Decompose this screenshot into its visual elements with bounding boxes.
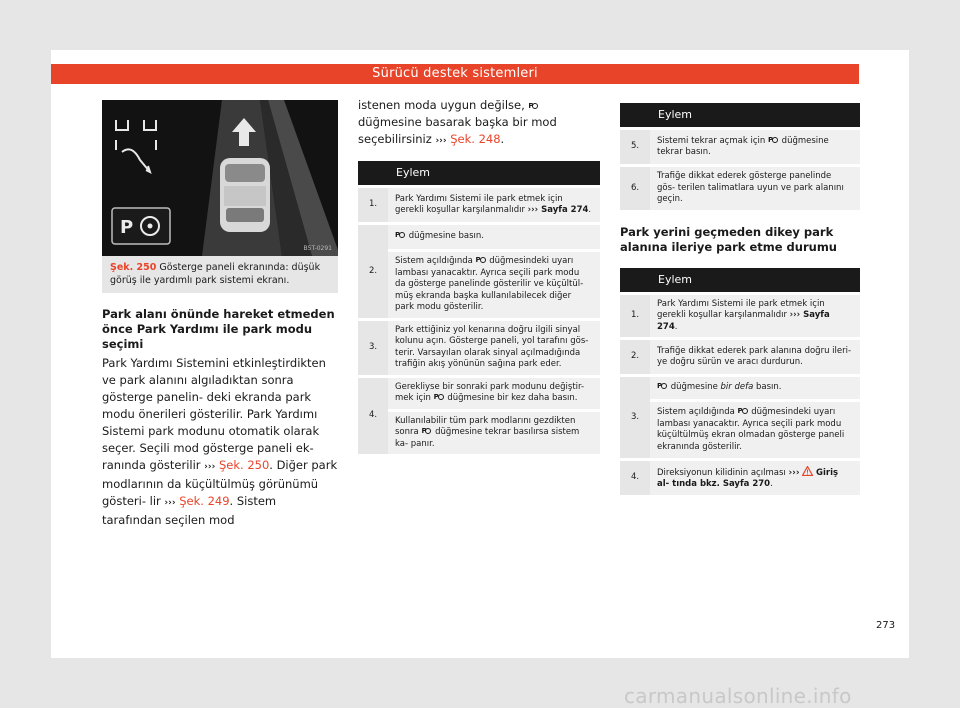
link-fig-250[interactable]: Şek. 250: [218, 458, 270, 472]
row-text: [388, 378, 600, 409]
section-heading-left: Park alanı önünde hareket etmeden önce Park Yardımı ile park modu seçimi: [102, 307, 335, 351]
row-text: [388, 188, 600, 222]
row-text-body: düğmesine: [670, 382, 718, 393]
arrows-icon: ›››: [204, 462, 216, 472]
row-number: 5.: [620, 130, 650, 164]
row-text-body: Sistem açıldığında: [657, 407, 735, 417]
row-text-body: düğmesine bir kez daha basın.: [447, 393, 578, 403]
table-row: [620, 130, 860, 164]
middle-intro-end: .: [500, 132, 505, 146]
action-table-right-1: [620, 100, 860, 213]
table-header-row: [358, 161, 600, 185]
page-number: 273: [876, 620, 896, 631]
table-row: [620, 402, 860, 458]
row-number: 3.: [358, 321, 388, 375]
park-assist-display-illustration: [102, 100, 338, 256]
table-header-num: [358, 161, 388, 185]
section-header: Sürücü destek sistemleri: [51, 64, 859, 84]
figure-code: B5T-0291: [303, 245, 332, 252]
left-column: [102, 100, 338, 529]
table-row: [358, 321, 600, 375]
middle-intro-b: düğmesine basarak başka bir mod seçebilirsiniz: [358, 115, 557, 146]
left-text-3: . Sistem tarafından seçilen mod: [102, 494, 277, 527]
figure-caption-text: Gösterge paneli ekranında: düşük görüş ile yardımlı park sistemi ekranı.: [110, 262, 321, 286]
row-text-italic: bir defa: [720, 382, 754, 393]
left-text-2: . Diğer park modlarının da küçültülmüş görünümü gösteri- lir: [102, 458, 338, 508]
row-text: Park ettiğiniz yol kenarına doğru ilgili sinyal kolunu açın. Gösterge paneli, yol tarafını gös- terir. Varsayılan olarak sinyal açılmadığında trafiğin akış yönünün sağına park eder.: [388, 321, 600, 375]
park-assist-button-icon: P: [528, 103, 538, 110]
row-text-body: Gerekliyse bir sonraki park modunu değiştir- mek için: [395, 381, 585, 403]
row-text-end: .: [770, 479, 773, 489]
row-number: 1.: [620, 295, 650, 338]
table-header-row: [620, 103, 860, 127]
row-number: 4.: [620, 461, 650, 495]
middle-intro-a: istenen moda uygun değilse,: [358, 98, 525, 112]
svg-text:P: P: [120, 217, 134, 238]
arrows-icon: ›››: [164, 498, 176, 508]
park-assist-button-icon: P: [657, 383, 667, 390]
row-number: 3.: [620, 377, 650, 458]
table-row: [358, 225, 600, 249]
park-assist-button-icon: P: [768, 137, 778, 144]
arrows-icon: ›››: [788, 467, 800, 478]
row-text-body: Park Yardımı Sistemi ile park etmek için gerekli koşullar karşılanmalıdır: [657, 298, 825, 320]
left-paragraph: [102, 355, 338, 529]
action-table-right-2: [620, 265, 860, 499]
row-text: [650, 295, 860, 338]
table-header-row: [620, 268, 860, 292]
table-header-label: Eylem: [388, 161, 600, 185]
park-assist-button-icon: P: [476, 257, 486, 264]
left-text-1: Park Yardımı Sistemini etkinleştirdikten ve park alanını algıladıktan sonra gösterge panelin- deki ekranda park modu önerileri gösterilir. Park Yardımı Sistemi park modunu otomatik olarak seçer. Seçili mod gösterge paneli ek- ranında gösterilir: [102, 356, 326, 472]
table-row: [358, 252, 600, 318]
row-text-body: düğmesindeki uyarı lambası yanacaktır. Ayrıca seçili park modu da gösterge panelinde gösterilir ve küçültül- müş ekranda başka kullanılabilecek diğer park modu gösterilir.: [395, 256, 584, 312]
figure-ref: Şek. 250: [110, 262, 157, 273]
row-text-end: .: [674, 321, 678, 332]
row-number: 4.: [358, 378, 388, 455]
park-assist-button-icon: P: [738, 408, 748, 415]
row-text-body: düğmesine basın.: [408, 231, 484, 242]
row-text: Trafiğe dikkat ederek gösterge panelinde gös- terilen talimatlara uyun ve park alanını geçin.: [650, 167, 860, 210]
row-text-body: düğmesine tekrar basın.: [657, 135, 829, 157]
row-text-body: Sistem açıldığında: [395, 256, 473, 266]
row-number: 1.: [358, 188, 388, 222]
warning-triangle-icon: [802, 466, 813, 476]
row-text-body: düğmesine tekrar basılırsa sistem ka- panır.: [395, 427, 580, 449]
table-row: [620, 461, 860, 495]
row-text: [388, 225, 600, 249]
row-number: 6.: [620, 167, 650, 210]
row-number: 2.: [358, 225, 388, 318]
watermark: carmanualsonline.info: [624, 684, 852, 708]
table-row: [620, 167, 860, 210]
middle-intro: [358, 97, 600, 150]
table-row: [620, 340, 860, 374]
row-text-end: .: [588, 205, 592, 215]
row-text-body: düğmesindeki uyarı lambası yanacaktır. Ayrıca seçili park modu küçültülmüş ekran olmadan gösterge paneli ekranında gösterilir.: [657, 407, 845, 452]
row-text: Trafiğe dikkat ederek park alanına doğru ileri- ye doğru sürün ve aracı durdurun.: [650, 340, 860, 374]
table-row: [358, 188, 600, 222]
table-header-label: Eylem: [650, 268, 860, 292]
table-row: [620, 295, 860, 338]
row-number: 2.: [620, 340, 650, 374]
row-text: [650, 130, 860, 164]
middle-column: [358, 100, 600, 457]
row-text: [388, 252, 600, 318]
row-text: [650, 461, 860, 495]
table-header-num: [620, 268, 650, 292]
row-text: [650, 377, 860, 399]
park-assist-button-icon: P: [434, 394, 444, 401]
figure-caption: [102, 256, 338, 293]
row-text-body: Direksiyonun kilidinin açılması: [657, 467, 786, 478]
dashboard-figure: [102, 100, 338, 256]
arrows-icon: ›››: [435, 136, 447, 146]
row-text: [650, 402, 860, 458]
action-table-middle: [358, 158, 600, 457]
link-giris-page-270[interactable]: Giriş al- tında bkz. Sayfa 270: [657, 467, 839, 489]
table-row: [358, 378, 600, 409]
link-page-274[interactable]: ››› Sayfa 274: [527, 205, 589, 215]
row-text-body: Park Yardımı Sistemi ile park etmek için gerekli koşullar karşılanmalıdır: [395, 193, 563, 215]
table-row: [620, 377, 860, 399]
row-text: [388, 412, 600, 455]
right-column: [620, 100, 860, 498]
link-fig-248[interactable]: Şek. 248: [450, 132, 501, 146]
link-fig-249[interactable]: Şek. 249: [179, 494, 230, 508]
section-heading-right: Park yerini geçmeden dikey park alanına ileriye park etme durumu: [620, 224, 837, 254]
park-assist-button-icon: P: [421, 428, 431, 435]
row-text-body: basın.: [756, 382, 782, 393]
table-header-label: Eylem: [650, 103, 860, 127]
park-assist-button-icon: P: [395, 232, 405, 239]
link-page-274[interactable]: ››› Sayfa 274: [657, 310, 830, 332]
table-row: [358, 412, 600, 455]
table-header-num: [620, 103, 650, 127]
row-text-body: Kullanılabilir tüm park modlarını gezdikten sonra: [395, 415, 576, 437]
row-text-body: Sistemi tekrar açmak için: [657, 135, 766, 146]
